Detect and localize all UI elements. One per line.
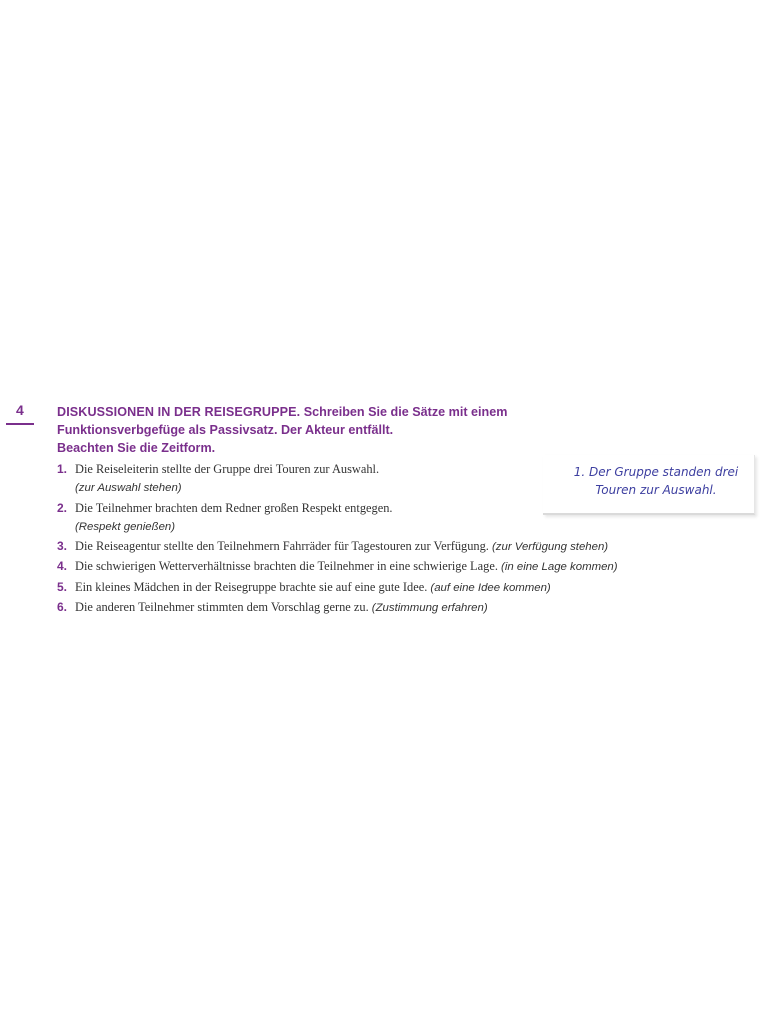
item-sentence: Die Reiseagentur stellte den Teilnehmern Fahrräder für Tagestouren zur Verfügung. — [75, 539, 489, 554]
answer-note-line-1: 1. Der Gruppe standen drei — [573, 465, 739, 479]
exercise-item-6 — [57, 598, 757, 618]
item-number: 5. — [57, 579, 68, 594]
answer-note-card — [543, 455, 755, 515]
item-hint: (zur Auswahl stehen) — [75, 482, 182, 495]
item-hint: (zur Verfügung stehen) — [492, 541, 609, 554]
exercise-number: 4 — [16, 402, 24, 418]
item-number: 4. — [57, 559, 68, 574]
item-sentence: Die Teilnehmer brachten dem Redner großen Respekt entgegen. — [75, 500, 393, 515]
exercise-instructions — [57, 403, 557, 457]
exercise-number-underline — [6, 423, 34, 425]
item-hint: (auf eine Idee kommen) — [430, 581, 551, 594]
exercise-item-4 — [57, 557, 757, 577]
item-hint: (Respekt genießen) — [75, 520, 176, 533]
item-sentence: Die schwierigen Wetterverhältnisse brachten die Teilnehmer in eine schwierige Lage. — [75, 559, 498, 574]
item-number: 3. — [57, 539, 68, 554]
item-number: 1. — [57, 462, 68, 476]
instruction-line-1 — [57, 403, 557, 421]
item-hint: (in eine Lage kommen) — [501, 561, 618, 574]
item-sentence: Die Reiseleiterin stellte der Gruppe drei Touren zur Auswahl. — [75, 462, 380, 476]
item-sentence: Die anderen Teilnehmer stimmten dem Vorschlag gerne zu. — [75, 600, 369, 615]
item-sentence: Ein kleines Mädchen in der Reisegruppe brachte sie auf eine gute Idee. — [75, 579, 428, 594]
exercise-item-5 — [57, 578, 757, 598]
item-number: 6. — [57, 600, 68, 615]
item-hint: (Zustimmung erfahren) — [371, 602, 488, 615]
answer-note-line-2: Touren zur Auswahl. — [595, 483, 717, 497]
answer-note-text — [561, 463, 751, 499]
exercise-item-3 — [57, 537, 757, 557]
item-number: 2. — [57, 500, 68, 515]
instruction-text-1: Schreiben Sie die Sätze mit einem — [303, 405, 508, 419]
instruction-line-3: Beachten Sie die Zeitform. — [57, 441, 216, 455]
exercise-title: DISKUSSIONEN IN DER REISEGRUPPE. — [57, 405, 301, 419]
instruction-line-2: Funktionsverbgefüge als Passivsatz. Der Akteur entfällt. — [57, 423, 394, 437]
